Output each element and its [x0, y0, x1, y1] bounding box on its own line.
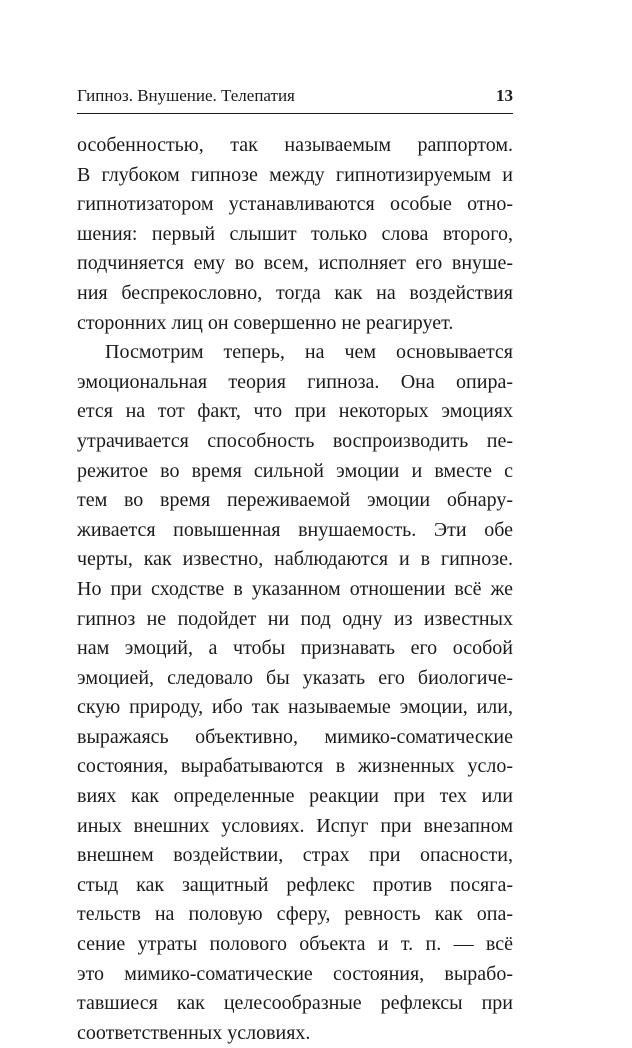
text-line: сение утраты полового объекта и т. п. — всё [77, 933, 513, 956]
text-line: тельств на половую сферу, ревность как опа- [77, 903, 513, 926]
text-line: шения: первый слышит только слова второго, [77, 222, 513, 245]
paragraph-end-line: сторонних лиц он совершенно не реагирует. [77, 311, 454, 334]
text-line: утрачивается способность воспроизводить пе- [77, 429, 513, 452]
text-line: тавшиеся как целесообразные рефлексы при [77, 992, 513, 1015]
text-line: гипноз не подойдет ни под одну из известных [77, 607, 513, 630]
text-line: стыд как защитный рефлекс против посяга- [77, 873, 513, 896]
paragraph-first-line: Посмотрим теперь, на чем основывается [105, 341, 513, 364]
header-rule [77, 113, 513, 114]
text-line: это мимико-соматические состояния, вырабо- [77, 962, 513, 985]
text-line: нам эмоций, а чтобы признавать его особой [77, 637, 513, 660]
text-line: выражаясь объективно, мимико-соматические [77, 725, 513, 748]
text-line: особенностью, так называемым раппортом. [77, 134, 513, 156]
paragraph-end-line: соответственных условиях. [77, 1021, 311, 1044]
text-line: эмоциональная теория гипноза. Она опира- [77, 370, 513, 393]
text-line: режитое во время сильной эмоции и вместе с [77, 459, 513, 482]
text-line: гипнотизатором устанавливаются особые отно- [77, 193, 513, 216]
text-line: ется на тот факт, что при некоторых эмоциях [77, 400, 513, 423]
running-title: Гипноз. Внушение. Телепатия [77, 86, 295, 105]
text-line: иных внешних условиях. Испуг при внезапном [77, 814, 513, 837]
text-line: виях как определенные реакции при тех или [77, 785, 513, 808]
text-line: Но при сходстве в указанном отношении всё же [77, 577, 513, 600]
text-line: скую природу, ибо так называемые эмоции, или, [77, 696, 513, 719]
text-line: внешнем воздействии, страх при опасности, [77, 844, 513, 867]
text-line: ния беспрекословно, тогда как на воздействия [77, 281, 513, 304]
text-line: живается повышенная внушаемость. Эти обе [77, 518, 513, 541]
text-line: тем во время переживаемой эмоции обнару- [77, 489, 513, 512]
text-line: подчиняется ему во всем, исполняет его внуше- [77, 252, 513, 275]
body-text [77, 131, 513, 1048]
text-line: эмоцией, следовало бы указать его биологиче- [77, 666, 513, 689]
text-line: черты, как известно, наблюдаются и в гипнозе. [77, 548, 513, 571]
text-line: В глубоком гипнозе между гипнотизируемым и [77, 163, 513, 186]
text-line: состояния, вырабатываются в жизненных усло- [77, 755, 513, 778]
running-head [77, 84, 513, 108]
page-number: 13 [496, 86, 513, 105]
